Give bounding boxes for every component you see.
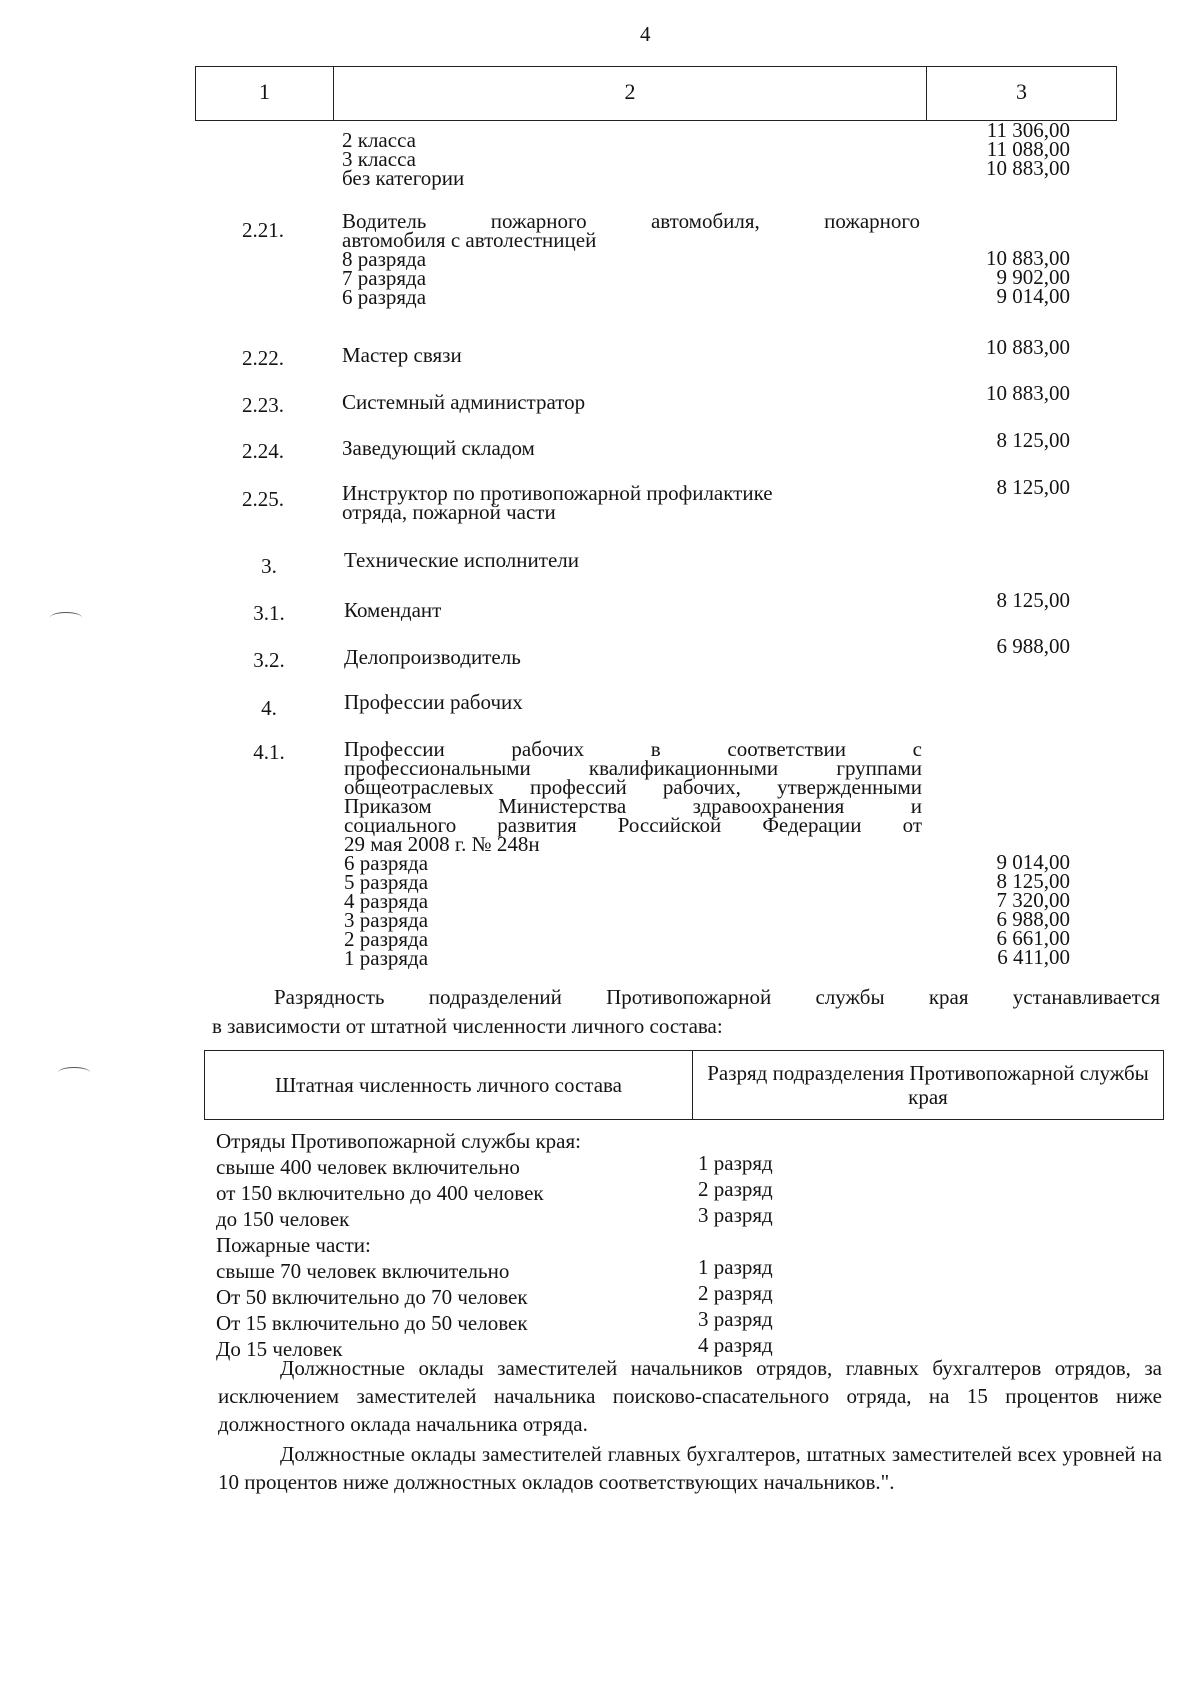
punch-mark xyxy=(50,612,82,623)
list-item: свыше 70 человек включительно xyxy=(216,1259,510,1283)
intro-paragraph: Разрядность подразделений Противопожарной службы края устанавливается в зависимости от штатной численности личного состава: xyxy=(212,985,1160,1038)
column-header-1: 1 xyxy=(196,67,334,121)
list-item: свыше 400 человек включительно xyxy=(216,1155,520,1179)
row-title: Инструктор по противопожарной профилактике отряда, пожарной части xyxy=(342,481,773,524)
section-title: Технические исполнители xyxy=(344,548,579,572)
row-number: 3.2. xyxy=(253,648,285,672)
list-item: От 50 включительно до 70 человек xyxy=(216,1285,528,1309)
list-item: До 15 человек xyxy=(216,1337,343,1361)
row-value: 8 125,00 xyxy=(996,588,1070,612)
paragraph-accountants: Должностные оклады заместителей главных бухгалтеров, штатных заместителей всех уровней на 10 процентов ниже должностных окладов соответствующих начальников.". xyxy=(218,1442,1162,1494)
row-number: 2.24. xyxy=(242,439,284,463)
rank-column-header: Разряд подразделения Противопожарной службы края xyxy=(693,1051,1164,1120)
row-number: 3.1. xyxy=(253,601,285,625)
list-item: От 15 включительно до 50 человек xyxy=(216,1311,528,1335)
column-header-3: 3 xyxy=(927,67,1117,121)
rank-list-1: 1 разряд 2 разряд 3 разряд xyxy=(698,1151,773,1227)
row-number: 4.1. xyxy=(253,740,285,764)
row-number: 2.22. xyxy=(242,346,284,370)
row-title: Мастер связи xyxy=(342,343,462,367)
row-title: Системный администратор xyxy=(342,390,586,414)
category-column-header: Штатная численность личного состава xyxy=(205,1051,693,1120)
row-value: 10 883,00 xyxy=(986,381,1070,405)
row-class-values: 11 306,00 11 088,00 10 883,00 xyxy=(986,118,1070,180)
section-title: Профессии рабочих xyxy=(344,690,523,714)
row-number: 3. xyxy=(261,554,277,578)
row-number: 4. xyxy=(261,696,277,720)
column-header-table xyxy=(195,66,1117,121)
row-value: 8 125,00 xyxy=(996,475,1070,499)
row-title: Водитель пожарного автомобиля, пожарного автомобиля с автолестницей 8 разряда 7 разряда 6 разряда xyxy=(342,209,920,309)
category-list xyxy=(216,1128,581,1362)
row-values: 9 014,00 8 125,00 7 320,00 6 988,00 6 661,00 6 411,00 xyxy=(996,850,1070,969)
paragraph-deputies: Должностные оклады заместителей начальников отрядов, главных бухгалтеров отрядов, за исключением заместителей начальника поисково-спасательного отряда, на 15 процентов ниже должностного оклада начальника отряда. xyxy=(218,1356,1162,1436)
punch-mark xyxy=(58,1067,90,1078)
page-number: 4 xyxy=(640,22,651,46)
rank-list-2: 1 разряд 2 разряд 3 разряд 4 разряд xyxy=(698,1255,773,1357)
row-title: Заведующий складом xyxy=(342,436,535,460)
row-values: 10 883,00 9 902,00 9 014,00 xyxy=(986,246,1070,308)
list-item: до 150 человек xyxy=(216,1207,350,1231)
row-class-labels: 2 класса 3 класса без категории xyxy=(342,128,465,190)
row-title: Делопроизводитель xyxy=(344,645,521,669)
row-number: 2.23. xyxy=(242,393,284,417)
row-number: 2.21. xyxy=(242,218,284,242)
row-value: 6 988,00 xyxy=(996,634,1070,658)
row-value: 10 883,00 xyxy=(986,335,1070,359)
category-table-header xyxy=(204,1050,1164,1120)
group-title: Пожарные части: xyxy=(216,1233,371,1257)
column-header-2: 2 xyxy=(334,67,927,121)
row-title: Профессии рабочих в соответствии с профессиональными квалификационными группами общеотраслевых профессий рабочих, утвержденными Приказом Министерства здравоохранения и социального развития Российской Федерации от 29 мая 2008 г. № 248н 6 разряда 5 разряда 4 разряда 3 разряда 2 разряда 1 разряда xyxy=(344,737,922,970)
list-item: от 150 включительно до 400 человек xyxy=(216,1181,544,1205)
group-title: Отряды Противопожарной службы края: xyxy=(216,1129,581,1153)
row-number: 2.25. xyxy=(242,487,284,511)
row-value: 8 125,00 xyxy=(996,428,1070,452)
row-title: Комендант xyxy=(344,598,442,622)
